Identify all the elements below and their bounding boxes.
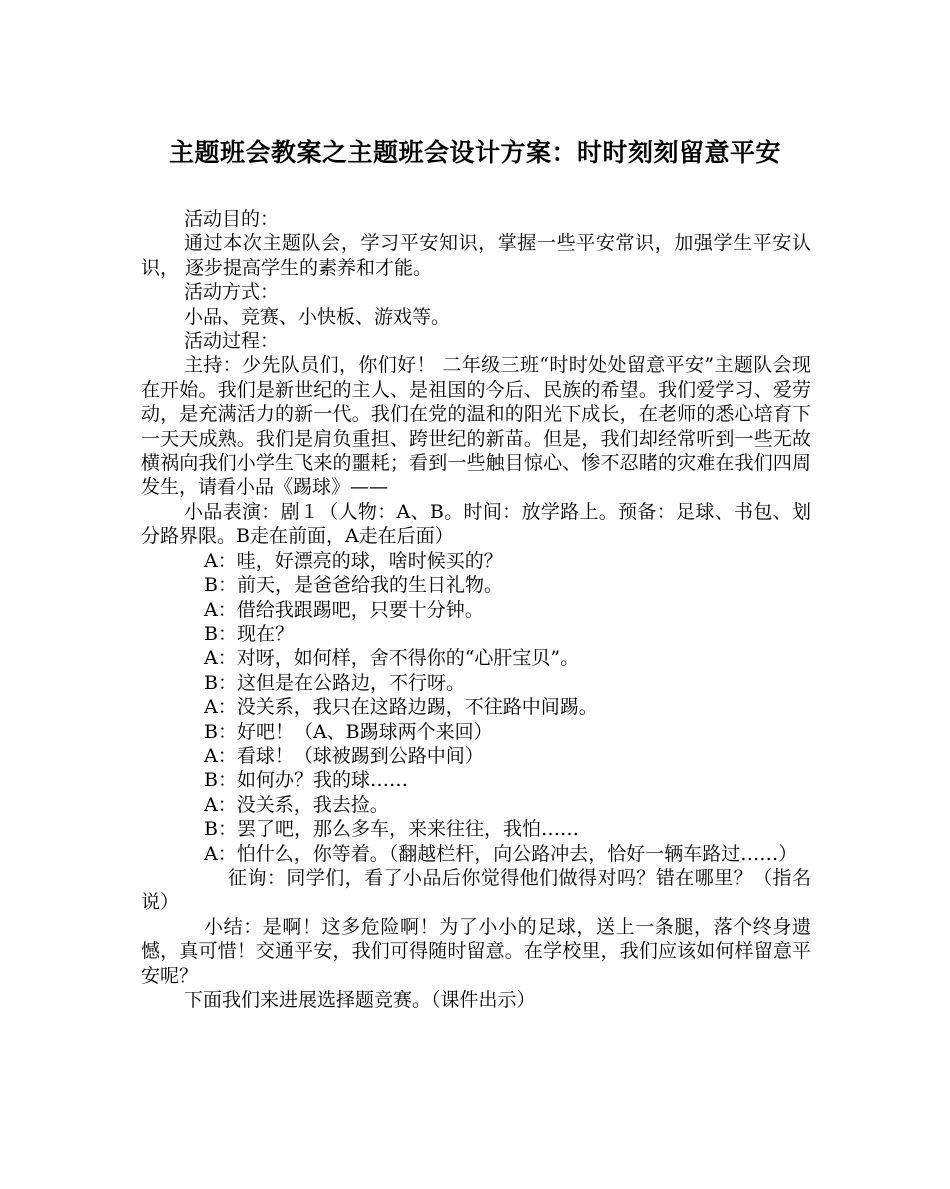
- paragraph: B：好吧！（A、B踢球两个来回）: [204, 720, 493, 743]
- document-title: 主题班会教案之主题班会设计方案：时时刻刻留意平安: [168, 138, 781, 167]
- paragraph: A：借给我跟踢吧，只要十分钟。: [204, 598, 484, 621]
- paragraph: 小品表演：剧１（人物：A、B。时间：放学路上。预备：足球、书包、划分路界限。B走在前面，A走在后面）: [141, 500, 811, 548]
- paragraph: 小品、竞赛、小快板、游戏等。: [184, 305, 451, 328]
- paragraph: 活动方式：: [184, 281, 280, 304]
- paragraph: 通过本次主题队会，学习平安知识，掌握一些平安常识，加强学生平安认识， 逐步提高学生的素养和才能。: [141, 232, 811, 279]
- paragraph: A：没关系，我去捡。: [204, 793, 389, 816]
- paragraph: B：现在？: [204, 622, 294, 645]
- paragraph: B：这但是在公路边，不行呀。: [204, 671, 465, 694]
- paragraph: 小结：是啊！这多危险啊！为了小小的足球，送上一条腿，落个终身遗憾，真可惜！交通平安，我们可得随时留意。在学校里，我们应该如何样留意平安呢？: [141, 915, 811, 987]
- paragraph: A：哇，好漂亮的球，啥时候买的？: [204, 549, 503, 572]
- paragraph: B：如何办？我的球……: [204, 769, 408, 792]
- paragraph: A：看球！（球被踢到公路中间）: [204, 744, 484, 767]
- paragraph: A：对呀，如何样，舍不得你的“心肝宝贝”。: [204, 647, 580, 670]
- document-body: [141, 207, 811, 1012]
- paragraph: 主持：少先队员们，你们好！ 二年级三班“时时处处留意平安”主题队会现在开始。我们是新世纪的主人、是祖国的今后、民族的希望。我们爱学习、爱劳动，是充满活力的新一代。我们在党的温和的阳光下成长，在老师的悉心培育下一天天成熟。我们是肩负重担、跨世纪的新苗。但是，我们却经常听到一些无故横祸向我们小学生飞来的噩耗；看到一些触目惊心、惨不忍睹的灾难在我们四周发生，请看小品《踢球》——: [141, 354, 811, 499]
- paragraph: 征询：同学们，看了小品后你觉得他们做得对吗？错在哪里？（指名说）: [141, 866, 811, 914]
- paragraph: A：怕什么，你等着。（翻越栏杆，向公路冲去，恰好一辆车路过……）: [204, 842, 798, 865]
- paragraph: B：前天，是爸爸给我的生日礼物。: [204, 574, 503, 597]
- paragraph: 活动过程：: [184, 330, 280, 353]
- paragraph: 下面我们来进展选择题竞赛。（课件出示）: [184, 989, 536, 1011]
- paragraph: 活动目的：: [184, 208, 280, 230]
- paragraph: B：罢了吧，那么多车，来来往往，我怕……: [204, 818, 579, 841]
- paragraph: A：没关系，我只在这路边踢，不往路中间踢。: [204, 696, 598, 719]
